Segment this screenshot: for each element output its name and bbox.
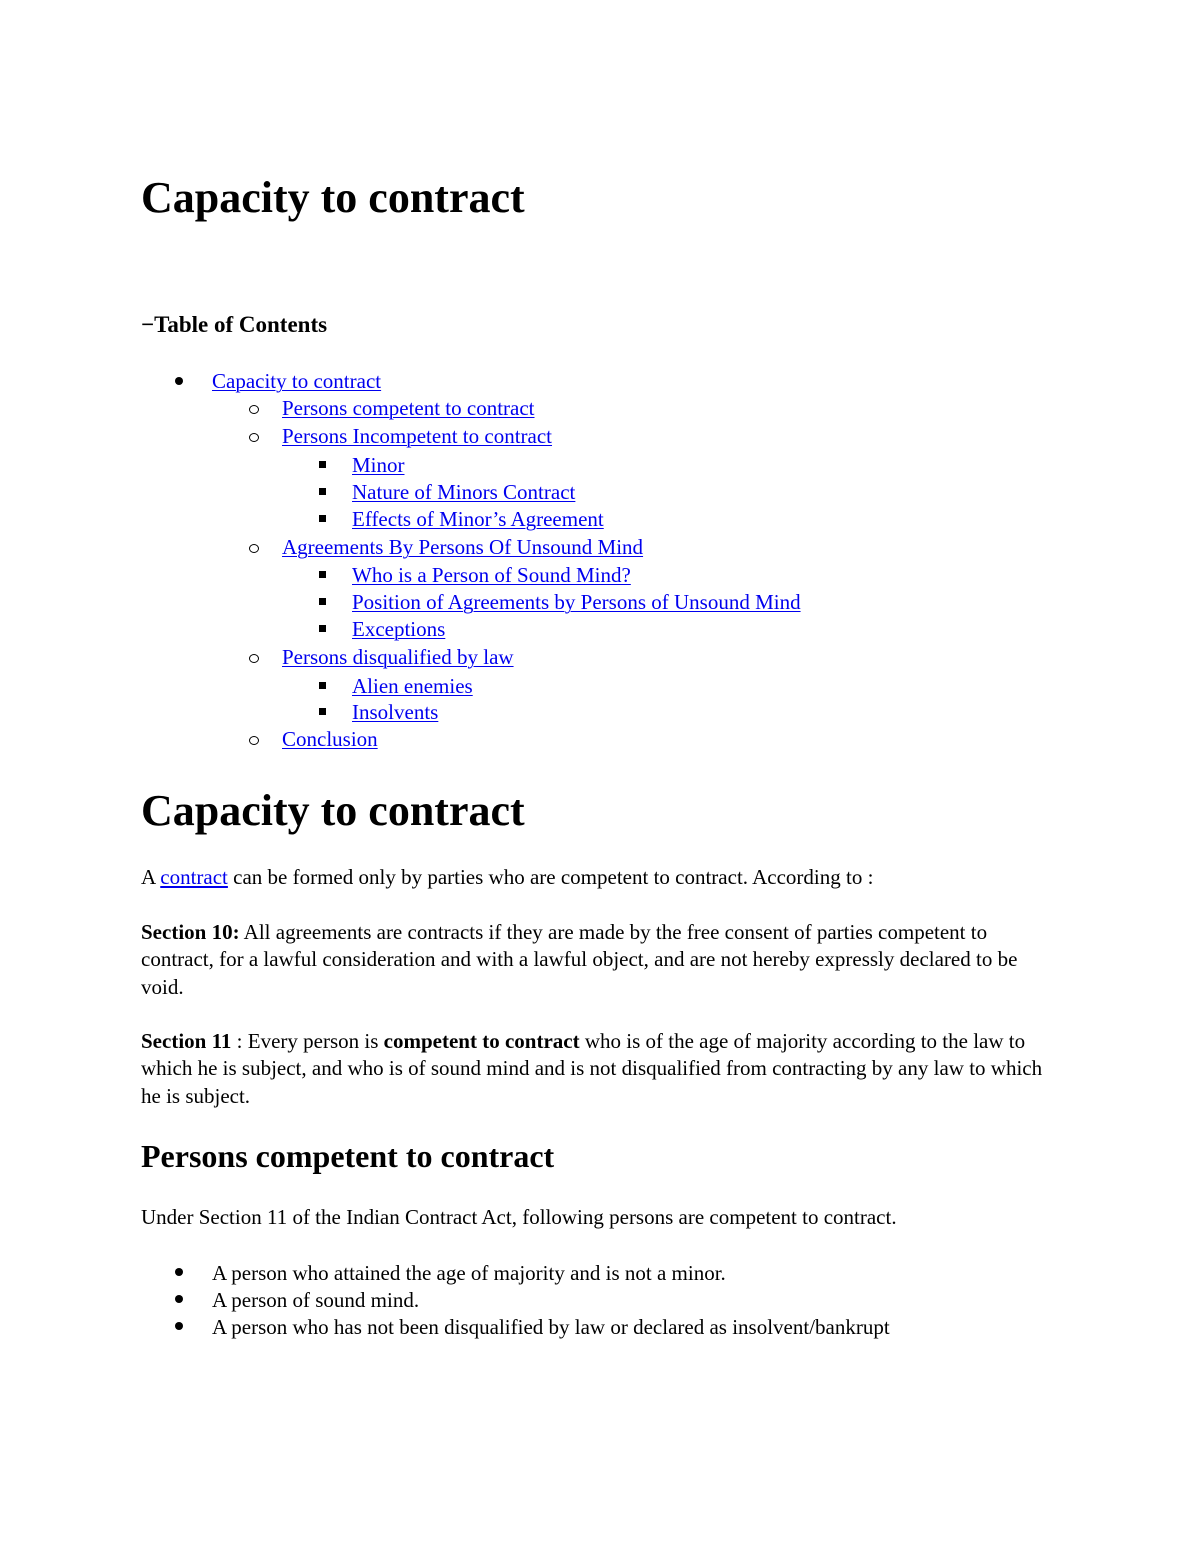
toc-link-capacity-to-contract[interactable]: Capacity to contract xyxy=(212,369,382,393)
disc-bullet-icon xyxy=(174,368,184,395)
competent-heading: Persons competent to contract xyxy=(141,1138,555,1174)
section-heading: Capacity to contract xyxy=(141,786,525,835)
intro-paragraph xyxy=(141,864,1061,891)
toc-link-exceptions[interactable]: Exceptions xyxy=(352,617,446,641)
disc-bullet-icon xyxy=(174,1259,184,1286)
disc-bullet-icon xyxy=(174,1313,184,1340)
intro-suffix: can be formed only by parties who are competent to contract. According to : xyxy=(227,865,874,889)
toc-link-person-of-sound-mind[interactable]: Who is a Person of Sound Mind? xyxy=(352,563,631,587)
section-11-paragraph xyxy=(141,1028,1061,1110)
section-10-label: Section 10: xyxy=(141,920,240,944)
section-10-paragraph xyxy=(141,919,1061,1001)
list-item-text: A person who has not been disqualified by law or declared as insolvent/bankrupt xyxy=(212,1315,890,1339)
competent-intro: Under Section 11 of the Indian Contract Act, following persons are competent to contract. xyxy=(141,1205,897,1229)
toc-link-insolvents[interactable]: Insolvents xyxy=(352,700,439,724)
contract-link[interactable]: contract xyxy=(160,865,228,889)
toc-link-effects-of-minors-agreement[interactable]: Effects of Minor’s Agreement xyxy=(352,507,604,531)
disc-bullet-icon xyxy=(174,1286,184,1313)
section-11-text-a: : Every person is xyxy=(231,1029,384,1053)
toc-link-persons-disqualified[interactable]: Persons disqualified by law xyxy=(282,645,514,669)
toc-link-conclusion[interactable]: Conclusion xyxy=(282,727,378,751)
toc-link-unsound-mind[interactable]: Agreements By Persons Of Unsound Mind xyxy=(282,535,644,559)
toc-link-alien-enemies[interactable]: Alien enemies xyxy=(352,674,473,698)
list-item-text: A person who attained the age of majority and is not a minor. xyxy=(212,1261,726,1285)
section-11-text-b: who is of the age of majority according to the law to which he is subject, and who is of sound mind and is not disqualified from contracting by any law to which he is subject. xyxy=(141,1029,1043,1108)
page-title: Capacity to contract xyxy=(141,173,525,222)
section-11-bold: competent to contract xyxy=(383,1029,580,1053)
toc-link-persons-incompetent[interactable]: Persons Incompetent to contract xyxy=(282,424,553,448)
toc-heading[interactable]: −Table of Contents xyxy=(141,312,328,337)
section-11-label: Section 11 xyxy=(141,1029,232,1053)
toc-link-nature-of-minors-contract[interactable]: Nature of Minors Contract xyxy=(352,480,576,504)
toc-link-minor[interactable]: Minor xyxy=(352,453,405,477)
section-10-text: All agreements are contracts if they are made by the free consent of parties competent to contract, for a lawful consideration and with a lawful object, and are not hereby expressly declared to be void. xyxy=(141,920,1018,999)
list-item-text: A person of sound mind. xyxy=(212,1288,420,1312)
toc-link-persons-competent[interactable]: Persons competent to contract xyxy=(282,396,535,420)
intro-prefix: A xyxy=(141,865,161,889)
toc-link-position-of-agreements[interactable]: Position of Agreements by Persons of Unsound Mind xyxy=(352,590,801,614)
